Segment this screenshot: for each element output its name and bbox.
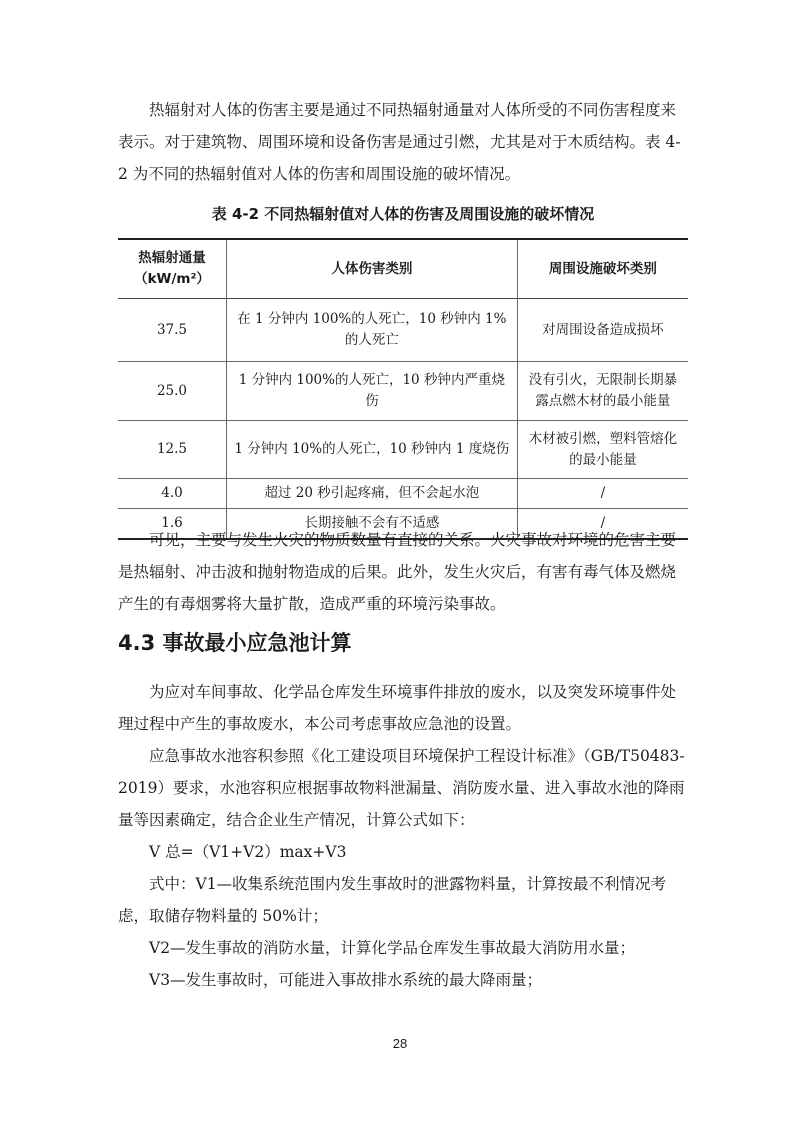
cell-flux: 4.0 — [161, 485, 183, 501]
table-row — [118, 362, 688, 421]
table-row — [118, 299, 688, 362]
table-row — [118, 479, 688, 509]
table-caption: 表 4-2 不同热辐射值对人体的伤害及周围设施的破坏情况 — [211, 205, 595, 223]
cell-human: 1 分钟内 100%的人死亡，10 秒钟内严重烧伤 — [226, 362, 517, 421]
definition-v1: 式中：V1—收集系统范围内发生事故时的泄露物料量，计算按最不利情况考虑，取储存物料量的 50%计； — [118, 875, 667, 925]
heat-radiation-table — [118, 238, 688, 540]
cell-flux: 37.5 — [156, 321, 187, 338]
header-flux-unit: （kW/m²） — [134, 271, 210, 287]
cell-human: 长期接触不会有不适感 — [226, 509, 517, 540]
formula-line: V 总=（V1+V2）max+V3 — [149, 843, 347, 861]
cell-flux: 1.6 — [161, 515, 183, 531]
cell-facility: 木材被引燃，塑料管熔化的最小能量 — [517, 421, 688, 479]
cell-facility: 没有引火，无限制长期暴露点燃木材的最小能量 — [517, 362, 688, 421]
section-paragraph-2: 应急事故水池容积参照《化工建设项目环境保护工程设计标准》（GB/T50483-2019）要求，水池容积应根据事故物料泄漏量、消防废水量、进入事故水池的降雨量等因素确定，结合企业生产情况，计算公式如下： — [118, 747, 685, 829]
header-flux — [118, 239, 226, 299]
table-header-row — [118, 239, 688, 299]
section-heading: 4.3 事故最小应急池计算 — [118, 631, 352, 655]
header-human-injury: 人体伤害类别 — [226, 239, 517, 299]
after-table-paragraph: 可见，主要与发生火灾的物质数量有直接的关系。火灾事故对环境的危害主要是热辐射、冲击波和抛射物造成的后果。此外，发生火灾后，有害有毒气体及燃烧产生的有毒烟雾将大量扩散，造成严重的环境污染事故。 — [118, 531, 677, 613]
cell-flux: 12.5 — [156, 441, 187, 457]
cell-human: 1 分钟内 10%的人死亡，10 秒钟内 1 度烧伤 — [226, 421, 517, 479]
table-row — [118, 421, 688, 479]
section-paragraph-1: 为应对车间事故、化学品仓库发生环境事件排放的废水，以及突发环境事件处理过程中产生的事故废水，本公司考虑事故应急池的设置。 — [118, 683, 677, 733]
cell-facility: 对周围设备造成损坏 — [517, 299, 688, 362]
cell-facility: / — [517, 479, 688, 509]
header-flux-label: 热辐射通量 — [138, 250, 206, 266]
definition-v3: V3—发生事故时，可能进入事故排水系统的最大降雨量； — [149, 971, 543, 989]
definition-v2: V2—发生事故的消防水量，计算化学品仓库发生事故最大消防用水量； — [149, 939, 636, 957]
page-number: 28 — [392, 1036, 408, 1051]
cell-human: 在 1 分钟内 100%的人死亡，10 秒钟内 1%的人死亡 — [226, 299, 517, 362]
cell-human: 超过 20 秒引起疼痛，但不会起水泡 — [226, 479, 517, 509]
cell-facility: / — [517, 509, 688, 540]
cell-flux: 25.0 — [156, 382, 187, 399]
intro-paragraph: 热辐射对人体的伤害主要是通过不同热辐射通量对人体所受的不同伤害程度来表示。对于建筑物、周围环境和设备伤害是通过引燃，尤其是对于木质结构。表 4-2 为不同的热辐射值对人体的伤害和周围设施的破坏情况。 — [118, 101, 681, 183]
header-facility-damage: 周围设施破坏类别 — [517, 239, 688, 299]
